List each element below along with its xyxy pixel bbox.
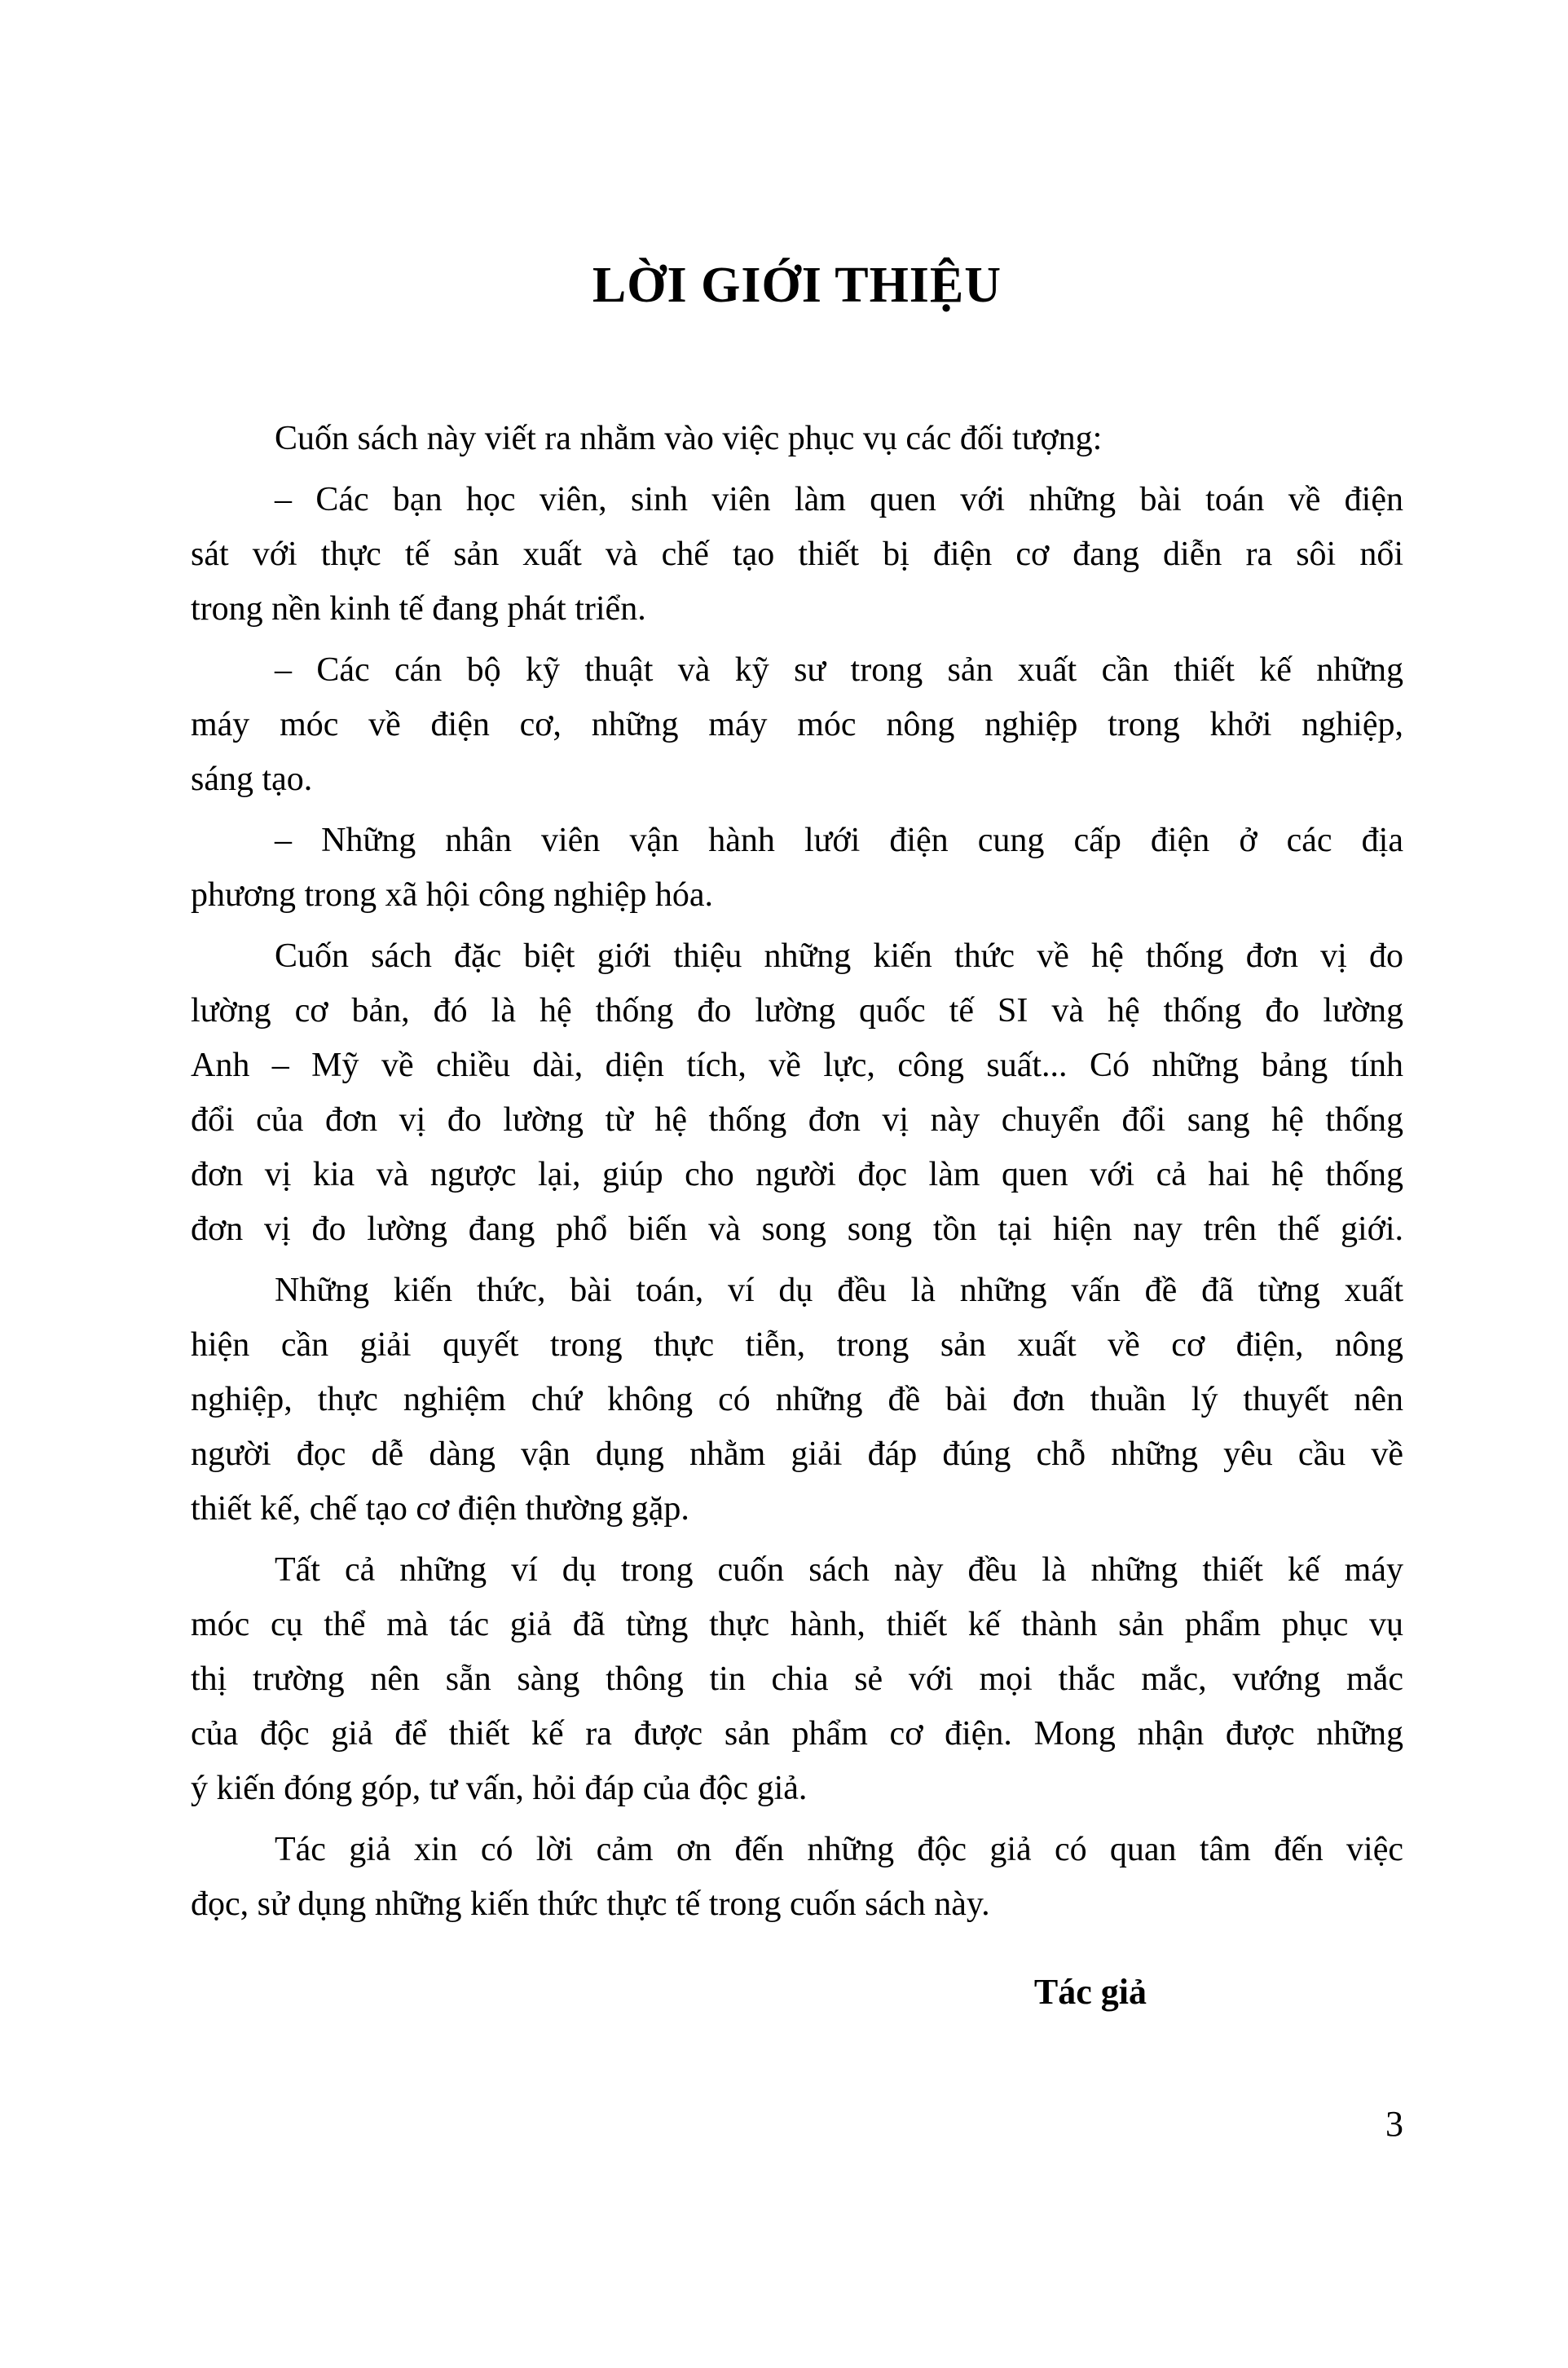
page-number: 3 <box>1385 2104 1403 2144</box>
text-line: – Các bạn học viên, sinh viên làm quen với những bài toán về điện <box>275 481 1403 518</box>
text-line: hiện cần giải quyết trong thực tiễn, trong sản xuất về cơ điện, nông <box>191 1326 1403 1364</box>
author-signature: Tác giả <box>1033 1972 1147 2012</box>
paragraph <box>191 1543 1403 1816</box>
text-line: lường cơ bản, đó là hệ thống đo lường quốc tế SI và hệ thống đo lường <box>191 992 1403 1030</box>
text-line: Tác giả xin có lời cảm ơn đến những độc giả có quan tâm đến việc <box>275 1831 1403 1868</box>
text-line: – Các cán bộ kỹ thuật và kỹ sư trong sản xuất cần thiết kế những <box>275 651 1403 689</box>
text-line: – Những nhân viên vận hành lưới điện cung cấp điện ở các địa <box>275 822 1403 859</box>
paragraph <box>191 1823 1403 1932</box>
paragraph <box>191 412 1403 466</box>
text-line: đọc, sử dụng những kiến thức thực tế trong cuốn sách này. <box>191 1885 990 1923</box>
text-line: sát với thực tế sản xuất và chế tạo thiết bị điện cơ đang diễn ra sôi nổi <box>191 536 1403 573</box>
text-line: sáng tạo. <box>191 761 313 798</box>
text-line: thị trường nên sẵn sàng thông tin chia sẻ với mọi thắc mắc, vướng mắc <box>191 1660 1403 1698</box>
text-line: trong nền kinh tế đang phát triển. <box>191 590 646 628</box>
paragraph <box>191 473 1403 637</box>
text-line: nghiệp, thực nghiệm chứ không có những đề bài đơn thuần lý thuyết nên <box>191 1381 1403 1418</box>
text-line: thiết kế, chế tạo cơ điện thường gặp. <box>191 1490 689 1528</box>
text-line: đổi của đơn vị đo lường từ hệ thống đơn vị này chuyển đổi sang hệ thống <box>191 1101 1403 1139</box>
text-line: ý kiến đóng góp, tư vấn, hỏi đáp của độc giả. <box>191 1770 808 1807</box>
paragraph <box>191 929 1403 1257</box>
page-title: LỜI GIỚI THIỆU <box>592 258 1002 313</box>
paragraph <box>191 1263 1403 1537</box>
text-line: Anh – Mỹ về chiều dài, diện tích, về lực, công suất... Có những bảng tính <box>191 1047 1403 1084</box>
text-line: đơn vị kia và ngược lại, giúp cho người đọc làm quen với cả hai hệ thống <box>191 1156 1403 1193</box>
text-line: đơn vị đo lường đang phổ biến và song song tồn tại hiện nay trên thế giới. <box>191 1210 1403 1248</box>
paragraph <box>191 814 1403 923</box>
body-text <box>191 412 1403 1932</box>
text-line: Những kiến thức, bài toán, ví dụ đều là những vấn đề đã từng xuất <box>275 1272 1403 1309</box>
text-line: người đọc dễ dàng vận dụng nhằm giải đáp đúng chỗ những yêu cầu về <box>191 1435 1403 1473</box>
paragraph <box>191 643 1403 807</box>
text-line: máy móc về điện cơ, những máy móc nông nghiệp trong khởi nghiệp, <box>191 706 1403 743</box>
text-line: Cuốn sách này viết ra nhằm vào việc phục vụ các đối tượng: <box>275 420 1103 457</box>
text-line: phương trong xã hội công nghiệp hóa. <box>191 876 714 914</box>
text-line: Tất cả những ví dụ trong cuốn sách này đều là những thiết kế máy <box>275 1551 1403 1589</box>
text-line: Cuốn sách đặc biệt giới thiệu những kiến thức về hệ thống đơn vị đo <box>275 937 1403 975</box>
text-line: của độc giả để thiết kế ra được sản phẩm cơ điện. Mong nhận được những <box>191 1715 1403 1753</box>
text-line: móc cụ thể mà tác giả đã từng thực hành, thiết kế thành sản phẩm phục vụ <box>191 1606 1403 1643</box>
